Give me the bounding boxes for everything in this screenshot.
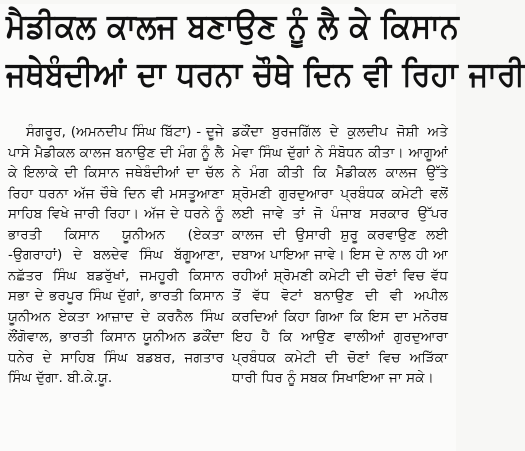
headline-line-2: ਜਥੇਬੰਦੀਆਂ ਦਾ ਧਰਨਾ ਚੌਥੇ ਦਿਨ ਵੀ ਰਿਹਾ ਜਾਰੀ [6, 55, 525, 95]
article-paragraph-right: ਡਕੌਂਦਾ ਬੁਰਜਗਿੱਲ ਦੇ ਕੁਲਦੀਪ ਜੋਸ਼ੀ ਅਤੇ ਮੇਵਾ ਸਿੰਘ ਦੁੱਗਾਂ ਨੇ ਸੰਬੋਧਨ ਕੀਤਾ। ਆਗੂਆਂ ਨੇ ਮੰਗ ਕੀਤੀ ਕਿ ਮੈਡੀਕਲ ਕਾਲਜ ਉੱਤੇ ਸ਼੍ਰੋਮਣੀ ਗੁਰਦੁਆਰਾ ਪ੍ਰਬੰਧਕ ਕਮੇਟੀ ਵਲੋਂ ਲਈ ਜਾਵੇ ਤਾਂ ਜੋ ਪੰਜਾਬ ਸਰਕਾਰ ਉੱਪਰ ਕਾਲਜ ਦੀ ਉਸਾਰੀ ਸ਼ੁਰੂ ਕਰਵਾਉਣ ਲਈ ਦਬਾਅ ਪਾਇਆ ਜਾਵੇ। ਇਸ ਦੇ ਨਾਲ ਹੀ ਆ ਰਹੀਆਂ ਸ਼੍ਰੋਮਣੀ ਕਮੇਟੀ ਦੀ ਚੋਣਾਂ ਵਿਚ ਵੱਧ ਤੋਂ ਵੱਧ ਵੋਟਾਂ ਬਨਾਉਣ ਦੀ ਵੀ ਅਪੀਲ ਕਰਦਿਆਂ ਕਿਹਾ ਗਿਆ ਕਿ ਇਸ ਦਾ ਮਨੋਰਥ ਇਹ ਹੈ ਕਿ ਆਉਣ ਵਾਲੀਆਂ ਗੁਰਦੁਆਰਾ ਪ੍ਰਬੰਧਕ ਕਮੇਟੀ ਦੀ ਚੋਣਾਂ ਵਿਚ ਅੜਿੱਕਾ ਧਾਰੀ ਧਿਰ ਨੂੰ ਸਬਕ ਸਿਖਾਇਆ ਜਾ ਸਕੇ। [232, 124, 448, 386]
article-paragraph-left: ਸੰਗਰੂਰ, (ਅਮਨਦੀਪ ਸਿੰਘ ਬਿੱਟਾ) - ਦੂਜੇ ਪਾਸੇ ਮੈਡੀਕਲ ਕਾਲਜ ਬਨਾਉਣ ਦੀ ਮੰਗ ਨੂੰ ਲੈ ਕੇ ਇਲਾਕੇ ਦੀ ਕਿਸਾਨ ਜਥੇਬੰਦੀਆਂ ਦਾ ਚੱਲ ਰਿਹਾ ਧਰਨਾ ਅੱਜ ਚੌਥੇ ਦਿਨ ਵੀ ਮਸਤੂਆਣਾ ਸਾਹਿਬ ਵਿਖੇ ਜਾਰੀ ਰਿਹਾ। ਅੱਜ ਦੇ ਧਰਨੇ ਨੂੰ ਭਾਰਤੀ ਕਿਸਾਨ ਯੂਨੀਅਨ (ਏਕਤਾ -ਉਗਰਾਹਾਂ) ਦੇ ਬਲਦੇਵ ਸਿੰਘ ਬੱਗੂਆਣਾ, ਨਛੱਤਰ ਸਿੰਘ ਬਡਰੁੱਖਾਂ, ਜਮਹੂਰੀ ਕਿਸਾਨ ਸਭਾ ਦੇ ਭਰਪੂਰ ਸਿੰਘ ਦੁੱਗਾਂ, ਭਾਰਤੀ ਕਿਸਾਨ ਯੂਨੀਅਨ ਏਕਤਾ ਆਜ਼ਾਦ ਦੇ ਕਰਨੈਲ ਸਿੰਘ ਲੌਂਗੋਵਾਲ, ਭਾਰਤੀ ਕਿਸਾਨ ਯੂਨੀਅਨ ਡਕੌਂਦਾ ਧਨੇਰ ਦੇ ਸਾਹਿਬ ਸਿੰਘ ਬਡਬਰ, ਜਗਤਾਰ ਸਿੰਘ ਦੁੱਗਾ. ਬੀ.ਕੇ.ਯੂ. [8, 124, 224, 386]
article-column-right [232, 122, 448, 449]
headline-line-1: ਮੈਡੀਕਲ ਕਾਲਜ ਬਣਾਉਣ ਨੂੰ ਲੈ ਕੇ ਕਿਸਾਨ [6, 7, 460, 47]
article-columns [8, 122, 448, 449]
article-column-left [8, 122, 224, 449]
news-clipping [0, 4, 525, 451]
